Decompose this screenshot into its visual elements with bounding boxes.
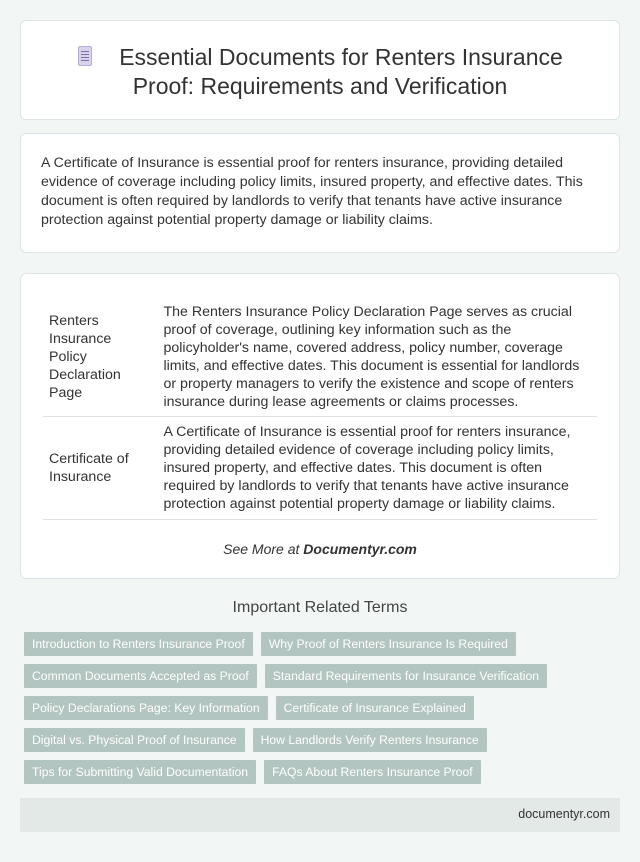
related-terms-list (24, 632, 584, 792)
description-cell: The Renters Insurance Policy Declaration Page serves as crucial proof of coverage, outlining key information such as the policyholder's name, covered address, policy number, coverage limits, and effective dates. This document is essential for landlords or property managers to verify the existence and scope of renters insurance during lease agreements or claims processes. (157, 298, 597, 417)
title-line-2: Proof: Requirements and Verification (132, 73, 508, 99)
related-term-tag[interactable]: Common Documents Accepted as Proof (24, 664, 257, 688)
document-icon (77, 46, 93, 67)
term-cell: Certificate of Insurance (43, 417, 157, 520)
footer (20, 798, 620, 832)
related-term-tag[interactable]: Standard Requirements for Insurance Verification (265, 664, 547, 688)
term-cell: Renters Insurance Policy Declaration Page (43, 298, 157, 417)
see-more-prefix: See More at (223, 541, 304, 557)
related-terms-heading: Important Related Terms (232, 599, 408, 616)
see-more-site[interactable]: Documentyr.com (303, 541, 417, 557)
related-term-tag[interactable]: Digital vs. Physical Proof of Insurance (24, 728, 245, 752)
related-term-tag[interactable]: Certificate of Insurance Explained (276, 696, 474, 720)
related-term-tag[interactable]: Why Proof of Renters Insurance Is Required (261, 632, 516, 656)
table-card (20, 273, 620, 579)
table-row (43, 417, 597, 520)
footer-site-link[interactable]: documentyr.com (518, 807, 610, 821)
related-term-tag[interactable]: Tips for Submitting Valid Documentation (24, 760, 256, 784)
related-term-tag[interactable]: Policy Declarations Page: Key Information (24, 696, 268, 720)
description-cell: A Certificate of Insurance is essential proof for renters insurance, providing detailed evidence of coverage including policy limits, insured property, and effective dates. This document is often required by landlords to verify that tenants have active insurance protection against potential property damage or liability claims. (157, 417, 597, 520)
table-row (43, 298, 597, 417)
title-line-1: Essential Documents for Renters Insurance (119, 44, 563, 70)
related-term-tag[interactable]: FAQs About Renters Insurance Proof (264, 760, 481, 784)
summary-card (20, 133, 620, 253)
summary-text: A Certificate of Insurance is essential proof for renters insurance, providing detailed evidence of coverage including policy limits, insured property, and effective dates. This document is often required by landlords to verify that tenants have active insurance protection against potential property damage or liability claims. (41, 155, 583, 228)
title-card (20, 20, 620, 120)
documents-table (43, 298, 597, 520)
related-term-tag[interactable]: How Landlords Verify Renters Insurance (253, 728, 487, 752)
page-title (21, 43, 619, 101)
related-term-tag[interactable]: Introduction to Renters Insurance Proof (24, 632, 253, 656)
see-more-link[interactable] (21, 541, 619, 557)
